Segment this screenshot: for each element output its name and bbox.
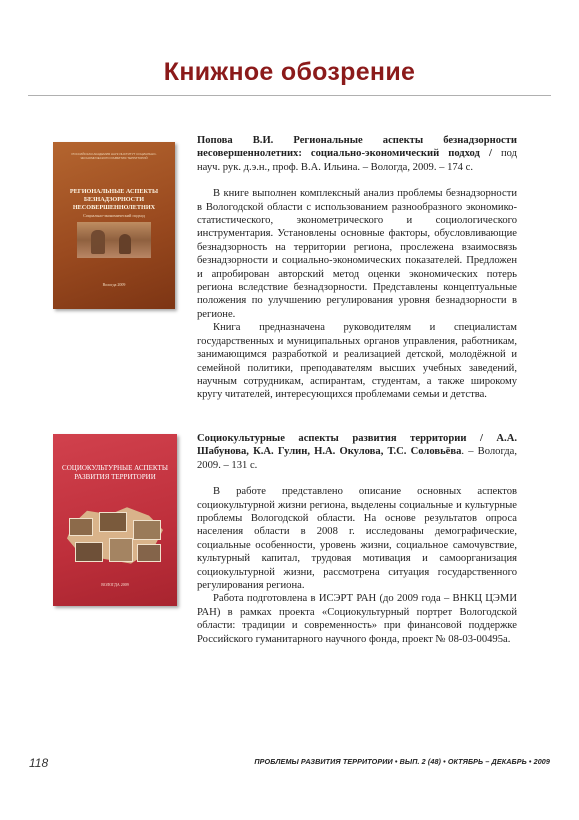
cover-1-publisher: РОССИЙСКАЯ АКАДЕМИЯ НАУК ИНСТИТУТ СОЦИАЛЬНО-ЭКОНОМИЧЕСКОГО РАЗВИТИЯ ТЕРРИТОРИЙ	[71, 152, 157, 160]
book-2-paragraph-1: В работе представлено описание основных аспектов социокультурной жизни региона, выделены социальные и культурные проблемы Вологодской области. На основе результатов опроса населения области в 2008 г. исследованы демографические, социальные особенности, уровень жизни, социальное самочувствие, культурный капитал, трудовая мотивация и самоорганизация социокультурной жизни, рассмотрена ситуация государственного регулирования региона.	[197, 486, 517, 592]
book-cover-1	[53, 142, 175, 309]
cover-2-photo	[75, 542, 103, 562]
book-2-citation	[197, 432, 517, 472]
book-1-citation-bold: Попова В.И. Региональные аспекты безнадзорности несовершеннолетних: социально-экономический подход /	[197, 135, 517, 160]
book-1-citation-rest: под науч. рук. д.э.н., проф. В.А. Ильина. – Вологда, 2009. – 174 с.	[197, 148, 518, 173]
cover-1-photo	[77, 222, 151, 258]
cover-1-title: РЕГИОНАЛЬНЫЕ АСПЕКТЫ БЕЗНАДЗОРНОСТИ НЕСОВЕРШЕННОЛЕТНИХ	[69, 188, 159, 211]
book-1-paragraph-1: В книге выполнен комплексный анализ проблемы безнадзорности в Вологодской области с использованием разнообразного экономико-статистического, эконометрического и социологического инструментария. Установлены основные факторы, обусловливающие безнадзорность на территории региона, прослежена взаимосвязь безнадзорности и социально-экономических показателей. Предложен и апробирован авторский метод оценки экономических потерь региона вследствие безнадзорности. Представлены концептуальные положения по улучшению регулирования уровня безнадзорности в регионе.	[197, 188, 517, 320]
book-2-citation-rest: . – Вологда, 2009. – 131 с.	[197, 446, 517, 471]
book-cover-2	[53, 434, 177, 606]
book-1-citation	[197, 134, 517, 174]
cover-2-photo	[109, 538, 133, 562]
cover-2-photo	[137, 544, 161, 562]
cover-2-title: СОЦИОКУЛЬТУРНЫЕ АСПЕКТЫ РАЗВИТИЯ ТЕРРИТОРИИ	[62, 464, 168, 481]
book-2-citation-bold: Социокультурные аспекты развития территории / А.А. Шабунова, К.А. Гулин, Н.А. Окулова, Т.С. Соловьёва	[197, 433, 517, 458]
cover-2-photo	[133, 520, 161, 540]
cover-2-photo	[69, 518, 93, 536]
book-review-2	[197, 432, 517, 646]
header-divider	[28, 95, 551, 96]
cover-1-subtitle: Социально-экономический подход	[83, 213, 145, 218]
journal-footer: ПРОБЛЕМЫ РАЗВИТИЯ ТЕРРИТОРИИ • ВЫП. 2 (48) • ОКТЯБРЬ – ДЕКАБРЬ • 2009	[254, 757, 550, 766]
page-number: 118	[29, 756, 49, 770]
cover-2-city: ВОЛОГДА 2009	[101, 582, 129, 587]
book-review-1	[197, 134, 517, 402]
cover-1-city: Вологда 2009	[102, 282, 126, 287]
page-title: Книжное обозрение	[163, 58, 416, 86]
cover-2-photo	[99, 512, 127, 532]
book-1-paragraph-2: Книга предназначена руководителям и специалистам государственных и муниципальных органов управления, работникам, занимающимся разработкой и реализацией детской, молодёжной и семейной политики, преподавателям высших учебных заведений, научным сотрудникам, аспирантам, студентам, а также широкому кругу читателей, интересующихся проблемами семьи и детства.	[197, 322, 517, 401]
book-2-paragraph-2: Работа подготовлена в ИСЭРТ РАН (до 2009 года – ВНКЦ ЦЭМИ РАН) в рамках проекта «Социокультурный портрет Вологодской области: традиции и современность» при финансовой поддержке Российского гуманитарного научного фонда, проект № 08-03-00495а.	[197, 593, 517, 645]
